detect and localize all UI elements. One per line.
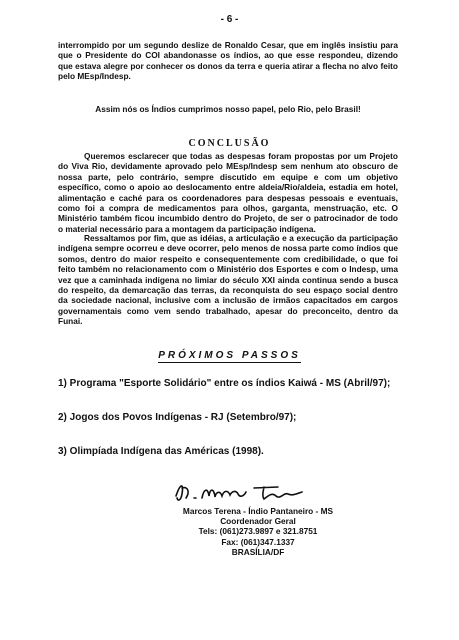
step-2: 2) Jogos dos Povos Indígenas - RJ (Setembro/97); [58,412,297,423]
signature-role: Coordenador Geral [220,516,296,527]
proximos-passos-heading-text: PRÓXIMOS PASSOS [158,350,301,361]
conclusao-paragraph-1: Queremos esclarecer que todas as despesas foram propostas por um Projeto do Viva Rio, devidamente aprovado pelo MEsp/Indesp sem nenhum ato obscuro de nossa parte, pelo contrário, sempre discutido em equipe e com um objetivo específico, como o apoio ao deslocamento entre aldeia/Rio/aldeia, estadia em hotel, alimentação e caché para os coordenadores para despesas pessoais e eventuais, como foi a compra de medicamentos para olhos, garganta, menstruação, etc. O Ministério também ficou incumbido dentro do Projeto, de ser o patrocinador de todo o material necessário para a montagem da participação indígena. [58,151,398,234]
signature-city: BRASÍLIA/DF [231,546,285,557]
step-1: 1) Programa "Esporte Solidário" entre os índios Kaiwá - MS (Abril/97); [58,378,391,389]
handwritten-signature [168,478,308,506]
step-3: 3) Olimpíada Indígena das Américas (1998). [58,446,264,457]
proximos-passos-heading [0,350,459,361]
signature-phones: Tels: (061)273.9897 e 321.8751 [198,526,318,537]
page-number: - 6 - [220,14,239,25]
signature-block [168,506,348,557]
intro-paragraph: interrompido por um segundo deslize de Ronaldo Cesar, que em inglês insistiu para que o Presidente do COI abandonasse os índios, ao que esse respondeu, dizendo que estava alegre por conhecer os donos da terra e queria atirar a flecha no alvo feito pelo MEsp/Indesp. [58,40,398,82]
signature-fax: Fax: (061)347.1337 [221,536,295,547]
conclusao-paragraph-2: Ressaltamos por fim, que as idéias, a articulação e a execução da participação indígena sempre ocorreu e deve ocorrer, pelo menos de nossa parte como índios que somos, dentro do maior respeito e consequentemente com credibilidade, o que foi feito também no relacionamento com o Ministério dos Esportes e com o Indesp, uma vez que a caminhada indígena no limiar do século XXI ainda continua sendo a busca do respeito, da demarcação das terras, da reconquista do seu espaço social dentro da sociedade nacional, inclusive com a inclusão de irmãos capacitados em cargos governamentais como vem sendo trabalhado, apesar do preconceito, dentro da Funai. [58,233,398,327]
conclusao-heading: CONCLUSÃO [188,138,271,149]
signature-name: Marcos Terena - Índio Pantaneiro - MS [182,506,334,516]
intro-closing-line: Assim nós os Índios cumprimos nosso papel, pelo Rio, pelo Brasil! [95,104,361,114]
